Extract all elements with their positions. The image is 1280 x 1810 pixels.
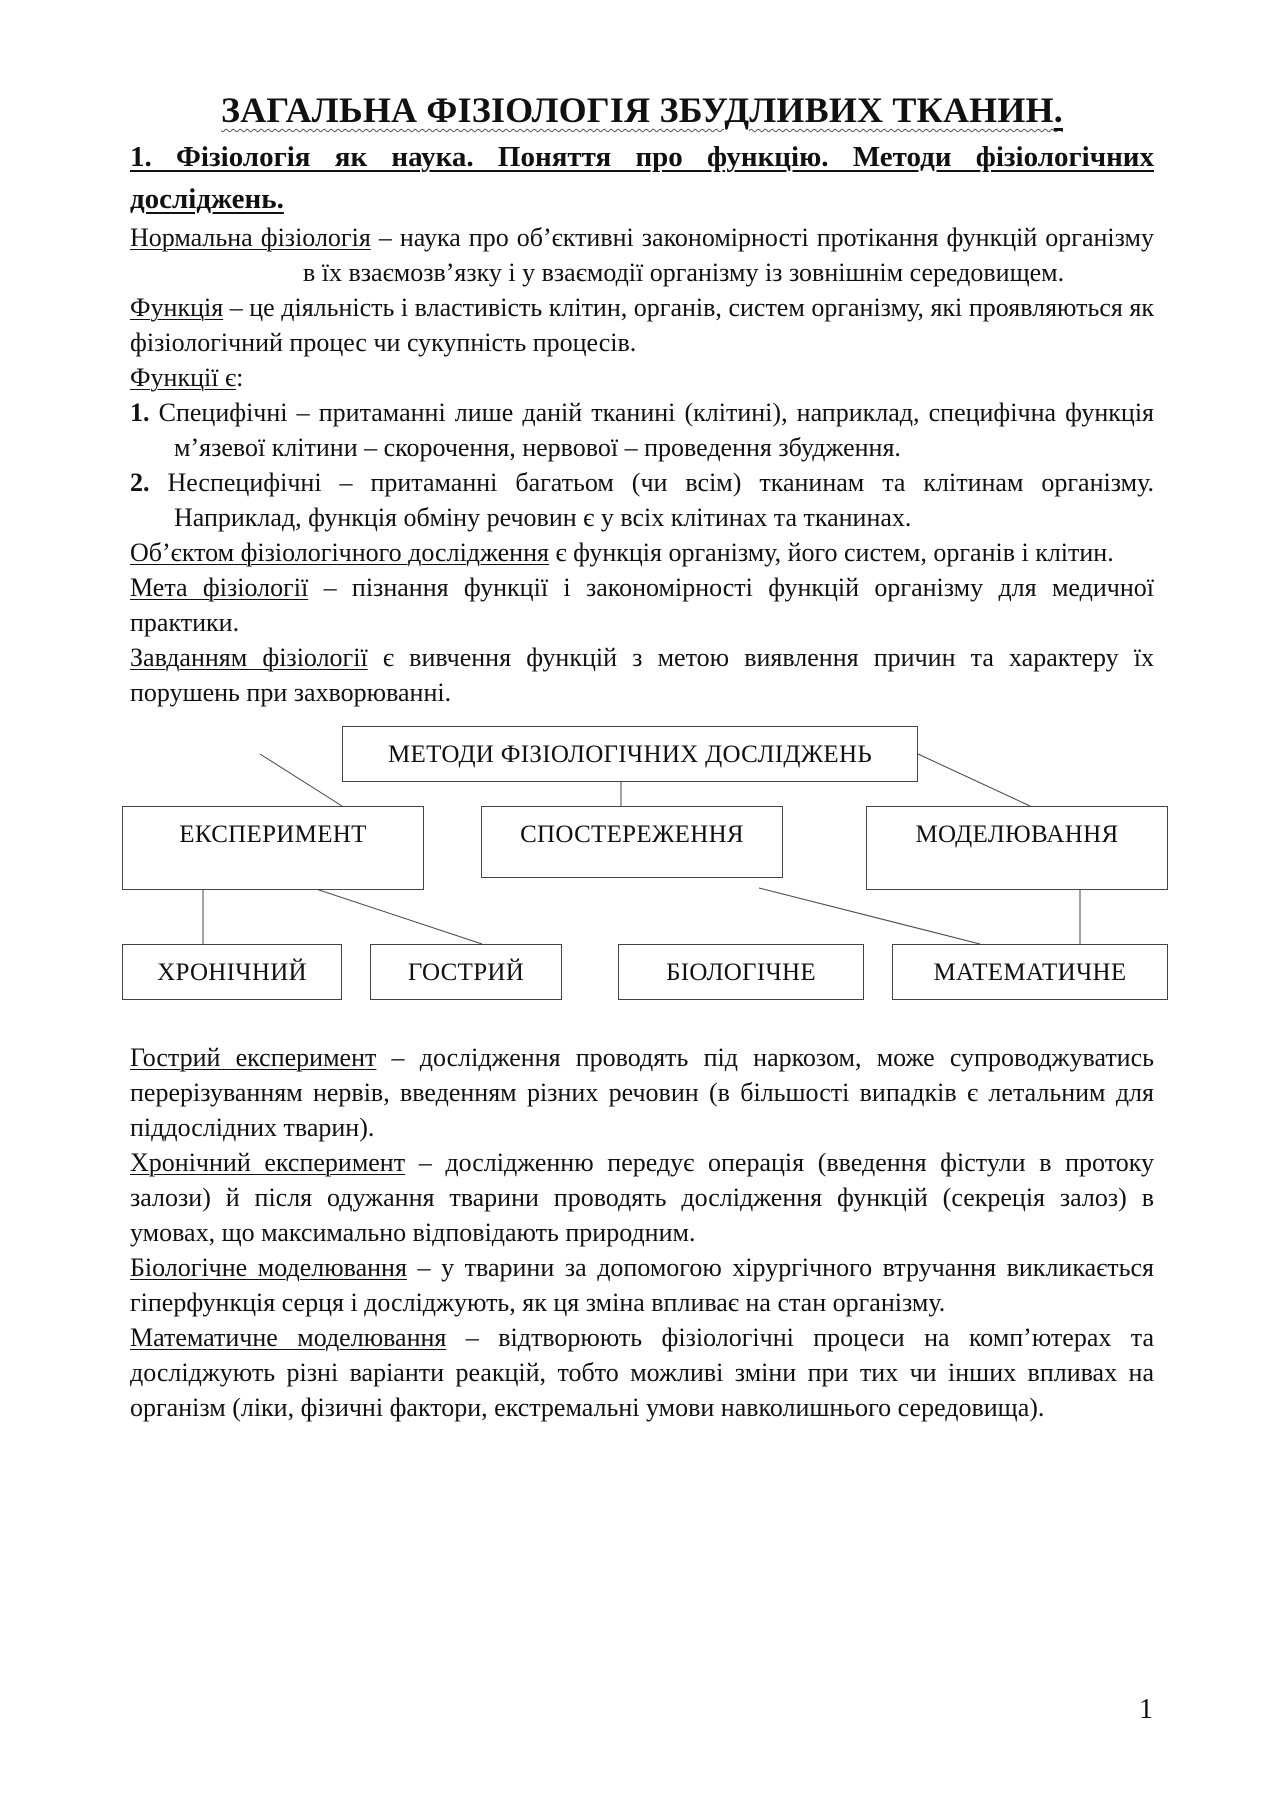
document-body: [130, 88, 1154, 1425]
diagram-box-observation: СПОСТЕРЕЖЕННЯ: [481, 806, 783, 878]
detail-chronic-experiment: Хронічний експеримент – дослідженню передує операція (введення фістули в протоку залози) й після одужання тварини проводять дослідження функцій (секреція залоз) в умовах, що максимально відповідають природним.: [130, 1148, 1154, 1247]
list-item-nonspecific: [130, 465, 1154, 535]
list-number: 1.: [130, 398, 150, 427]
list-text: Специфічні – притаманні лише даній тканині (клітині), наприклад, специфічна функція м’язевої клітини – скорочення, нервової – проведення збудження.: [149, 398, 1154, 462]
diagram-box-experiment: ЕКСПЕРИМЕНТ: [122, 806, 424, 890]
term-functions-are: Функції є: [130, 363, 237, 392]
definition-task: Завданням фізіології є вивчення функцій з метою виявлення причин та характеру їх порушень при захворюванні.: [130, 643, 1154, 707]
definition-object: Об’єктом фізіологічного дослідження є функція організму, його систем, органів і клітин.: [130, 538, 1114, 567]
diagram-box-mathematical: МАТЕМАТИЧНЕ: [892, 944, 1168, 1000]
diagram-root-box: МЕТОДИ ФІЗІОЛОГІЧНИХ ДОСЛІДЖЕНЬ: [342, 726, 918, 782]
connector-experiment-acute: [313, 888, 482, 944]
diagram-box-modeling: МОДЕЛЮВАННЯ: [866, 806, 1168, 890]
section-heading: 1. Фізіологія як наука. Поняття про функцію. Методи фізіологічних досліджень.: [130, 141, 1154, 215]
detail-biological-modeling: Біологічне моделювання – у тварини за допомогою хірургічного втручання викликається гіперфункція серця і досліджують, як ця зміна впливає на стан організму.: [130, 1253, 1154, 1317]
term-function: Функція: [130, 293, 224, 322]
title-period: .: [1053, 90, 1063, 130]
term-acute-experiment: Гострий експеримент: [130, 1043, 377, 1072]
list-item-specific: [130, 395, 1154, 465]
term-object: Об’єктом фізіологічного дослідження: [130, 538, 549, 567]
connector-biological: [759, 888, 980, 944]
definition-goal: Мета фізіології – пізнання функції і закономірності функцій організму для медичної практики.: [130, 573, 1154, 637]
term-chronic-experiment: Хронічний експеримент: [130, 1148, 406, 1177]
definition-function: [130, 290, 1154, 360]
definition-text: – це діяльність і властивість клітин, органів, систем організму, які проявляються як фізіологічний процес чи сукупність процесів.: [130, 293, 1154, 357]
term-biological-modeling: Біологічне моделювання: [130, 1253, 407, 1282]
functions-intro: Функції є:: [130, 363, 244, 392]
detail-mathematical-modeling: Математичне моделювання – відтворюють фізіологічні процеси на комп’ютерах та досліджують різні варіанти реакцій, тобто можливі зміни при тих чи інших впливах на організм (ліки, фізичні фактори, екстремальні умови навколишнього середовища).: [130, 1323, 1154, 1422]
list-text: Неспецифічні – притаманні багатьом (чи всім) тканинам та клітинам організму. Наприклад, функція обміну речовин є у всіх клітинах та тканинах.: [149, 468, 1154, 532]
methods-diagram: [130, 722, 1154, 1032]
diagram-box-biological: БІОЛОГІЧНЕ: [618, 944, 864, 1000]
definition-normal-physiology: [130, 220, 1154, 290]
term-task: Завданням фізіології: [130, 643, 368, 672]
term-mathematical-modeling: Математичне моделювання: [130, 1323, 447, 1352]
connector-root-experiment: [260, 754, 342, 806]
definition-text: – наука про об’єктивні закономірності протікання функцій організму в їх взаємозв’язку і у взаємодії організму із зовнішнім середовищем.: [303, 223, 1154, 287]
term-goal: Мета фізіології: [130, 573, 309, 602]
diagram-box-chronic: ХРОНІЧНИЙ: [122, 944, 342, 1000]
connector-root-modeling: [918, 754, 1030, 806]
page-number: 1: [1139, 1694, 1153, 1725]
document-title: ЗАГАЛЬНА ФІЗІОЛОГІЯ ЗБУДЛИВИХ ТКАНИН.: [221, 90, 1063, 130]
list-number: 2.: [130, 468, 150, 497]
diagram-box-acute: ГОСТРИЙ: [370, 944, 562, 1000]
detail-acute-experiment: Гострий експеримент – дослідження проводять під наркозом, може супроводжуватись перерізуванням нервів, введенням різних речовин (в більшості випадків є летальним для піддослідних тварин).: [130, 1043, 1154, 1142]
term-normal-physiology: Нормальна фізіологія: [130, 223, 371, 252]
